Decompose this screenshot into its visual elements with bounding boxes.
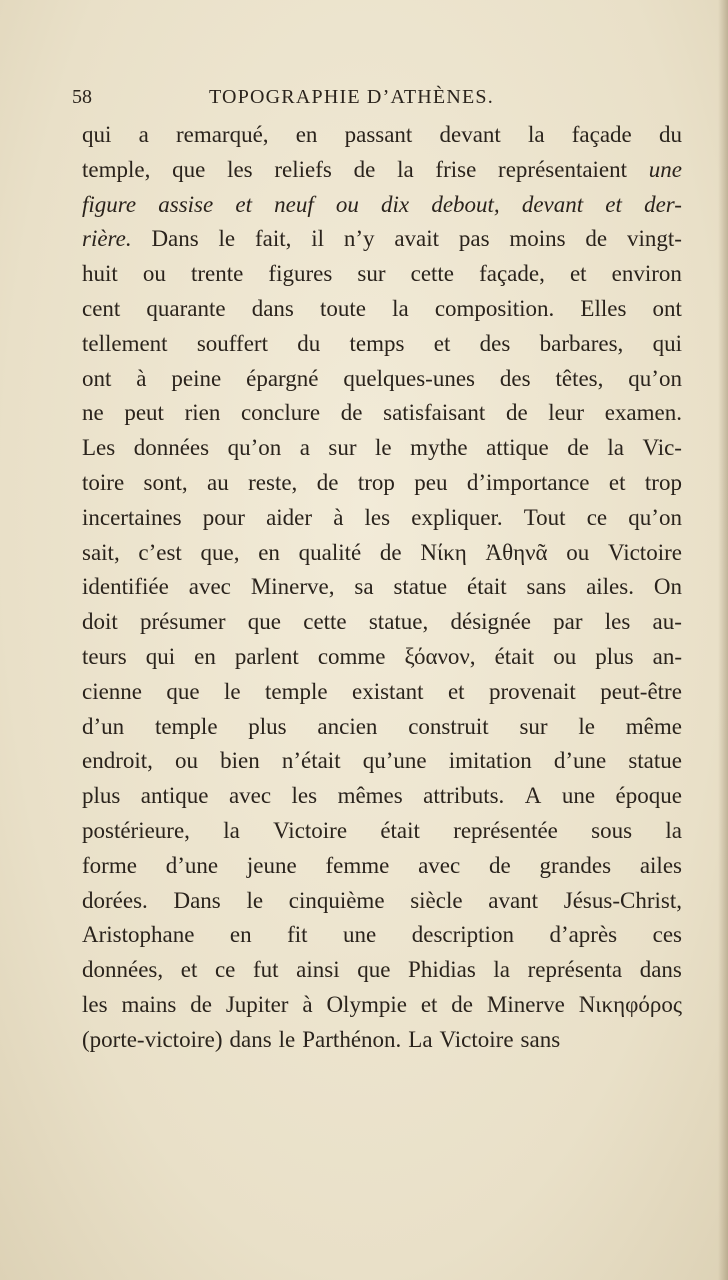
text-line: rière. Dans le fait, il n’y avait pas moins de vingt- — [82, 226, 682, 252]
text-line: doit présumer que cette statue, désignée par les au- — [82, 609, 682, 635]
text-line: huit ou trente figures sur cette façade, et environ — [82, 261, 682, 287]
text-line: d’un temple plus ancien construit sur le même — [82, 713, 682, 739]
text-line: plus antique avec les mêmes attributs. A une époque — [82, 783, 682, 809]
text-line: les mains de Jupiter à Olympie et de Minerve Νικηφόρος — [82, 991, 682, 1017]
text-line: dorées. Dans le cinquième siècle avant Jésus-Christ, — [82, 887, 682, 913]
text-line: figure assise et neuf ou dix debout, devant et der- — [82, 191, 682, 217]
running-title: TOPOGRAPHIE D’ATHÈNES. — [209, 86, 494, 108]
text-line: ont à peine épargné quelques-unes des têtes, qu’on — [82, 365, 682, 391]
page-edge-shadow — [718, 0, 728, 1280]
text-line: cent quarante dans toute la composition. Elles ont — [82, 295, 682, 321]
text-line: tellement souffert du temps et des barbares, qui — [82, 330, 682, 356]
text-line: sait, c’est que, en qualité de Νίκη Ἀθηνᾶ ou Victoire — [82, 539, 682, 565]
text-line: qui a remarqué, en passant devant la façade du — [82, 122, 682, 147]
text-line: postérieure, la Victoire était représentée sous la — [82, 817, 682, 843]
text-line: forme d’une jeune femme avec de grandes ailes — [82, 852, 682, 878]
text-line: teurs qui en parlent comme ξόανον, était ou plus an- — [82, 643, 682, 669]
text-line: cienne que le temple existant et provenait peut-être — [82, 678, 682, 704]
text-line: identifiée avec Minerve, sa statue était sans ailes. On — [82, 574, 682, 600]
text-line: toire sont, au reste, de trop peu d’importance et trop — [82, 469, 682, 495]
text-line: Les données qu’on a sur le mythe attique de la Vic- — [82, 435, 682, 461]
text-line: Aristophane en fit une description d’après ces — [82, 922, 682, 948]
text-line: données, et ce fut ainsi que Phidias la représenta dans — [82, 957, 682, 983]
page-header — [72, 86, 668, 116]
text-line: temple, que les reliefs de la frise représentaient une — [82, 156, 682, 182]
text-line: endroit, ou bien n’était qu’une imitation d’une statue — [82, 748, 682, 774]
page-number: 58 — [72, 86, 92, 108]
text-line: (porte-victoire) dans le Parthénon. La Victoire sans — [82, 1026, 561, 1052]
text-line: ne peut rien conclure de satisfaisant de leur examen. — [82, 400, 682, 426]
text-line: incertaines pour aider à les expliquer. Tout ce qu’on — [82, 504, 682, 530]
body-text — [82, 118, 682, 1058]
